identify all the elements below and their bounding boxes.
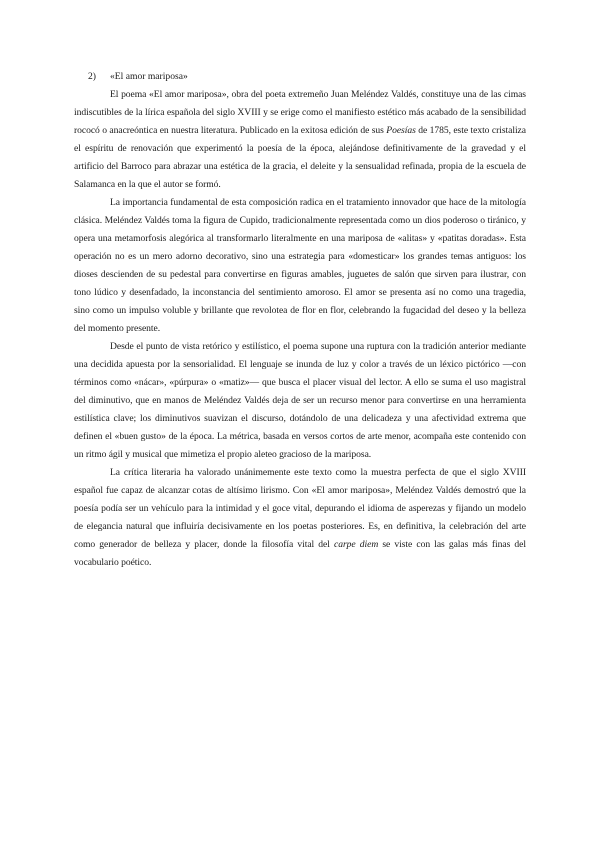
paragraph bbox=[74, 194, 526, 338]
paragraph-text: La importancia fundamental de esta composición radica en el tratamiento innovador que hace de la mitología clásica. Meléndez Valdés toma la figura de Cupido, tradicionalmente representada como un dios poderoso o tiránico, y opera una metamorfosis alegórica al transformarlo literalmente en una mariposa de «alitas» y «patitas doradas». Esta operación no es un mero adorno decorativo, sino una estrategia para «domesticar» los grandes temas antiguos: los dioses descienden de su pedestal para convertirse en figuras amables, juguetes de salón que sirven para ilustrar, con tono lúdico y desenfadado, la inconstancia del sentimiento amoroso. El amor se presenta así no como una tragedia, sino como un impulso voluble y brillante que revolotea de flor en flor, celebrando la fugacidad del deseo y la belleza del momento presente. bbox=[74, 197, 526, 334]
paragraph-text: Desde el punto de vista retórico y estilístico, el poema supone una ruptura con la tradición anterior mediante una decidida apuesta por la sensorialidad. El lenguaje se inunda de luz y color a través de un léxico pictórico —con términos como «nácar», «púrpura» o «matiz»— que busca el placer visual del lector. A ello se suma el uso magistral del diminutivo, que en manos de Meléndez Valdés deja de ser un recurso menor para convertirse en una herramienta estilística clave; los diminutivos suavizan el discurso, dotándolo de una delicadeza y una afectividad extrema que definen el «buen gusto» de la época. La métrica, basada en versos cortos de arte menor, acompaña este contenido con un ritmo ágil y musical que mimetiza el propio aleteo gracioso de la mariposa. bbox=[74, 341, 526, 460]
section-title: «El amor mariposa» bbox=[110, 71, 188, 82]
section-heading bbox=[88, 68, 526, 86]
paragraph-text: de 1785, este texto cristaliza el espíritu de renovación que experimentó la poesía de la época, alejándose definitivamente de la gravedad y el artificio del Barroco para abrazar una estética de la gracia, el deleite y la sensualidad refinada, propia de la escuela de Salamanca en la que el autor se formó. bbox=[74, 125, 526, 190]
document-body bbox=[74, 68, 526, 572]
italic-title: Poesías bbox=[386, 125, 416, 136]
paragraph bbox=[74, 86, 526, 194]
paragraph-text: se viste con las galas más finas del vocabulario poético. bbox=[74, 539, 526, 568]
paragraph-text: El poema «El amor mariposa», obra del poeta extremeño Juan Meléndez Valdés, constituye una de las cimas indiscutibles de la lírica española del siglo XVIII y se erige como el manifiesto estético más acabado de la sensibilidad rococó o anacreóntica en nuestra literatura. Publicado en la exitosa edición de sus bbox=[74, 89, 526, 136]
section-number: 2) bbox=[88, 71, 96, 82]
paragraph-text: La crítica literaria ha valorado unánimemente este texto como la muestra perfecta de que el siglo XVIII español fue capaz de alcanzar cotas de altísimo lirismo. Con «El amor mariposa», Meléndez Valdés demostró que la poesía podía ser un vehículo para la intimidad y el goce vital, depurando el idioma de asperezas y fijando un modelo de elegancia natural que influiría decisivamente en los poetas posteriores. Es, en definitiva, la celebración del arte como generador de belleza y placer, donde la filosofía vital del bbox=[74, 467, 526, 550]
italic-phrase: carpe diem bbox=[334, 539, 379, 550]
paragraph bbox=[74, 464, 526, 572]
paragraph bbox=[74, 338, 526, 464]
